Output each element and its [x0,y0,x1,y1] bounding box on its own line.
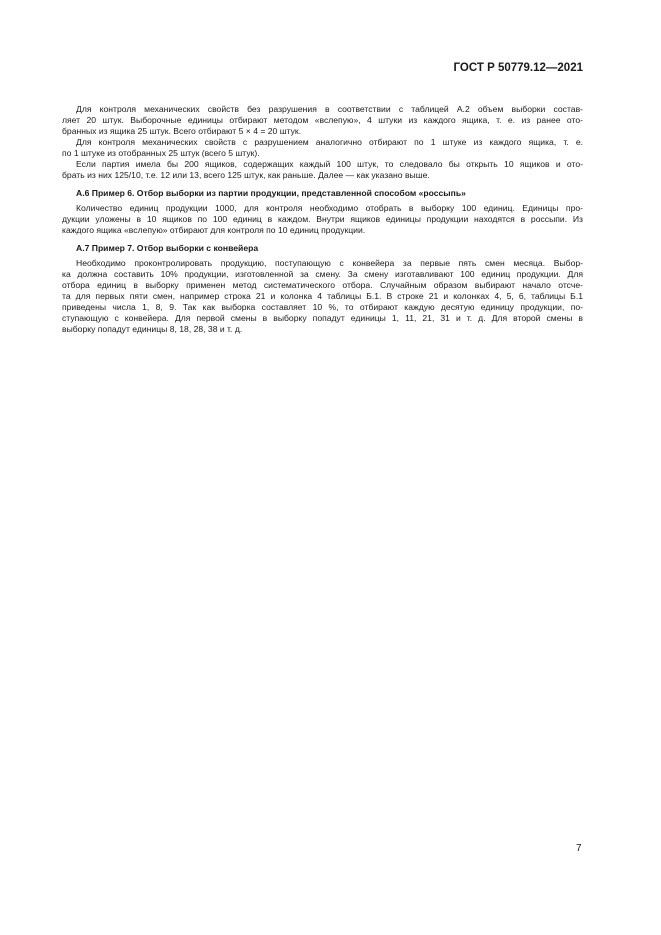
text-line: выборку попадут единицы 8, 18, 28, 38 и т. д. [62,324,243,334]
paragraph [62,137,583,159]
text-line: Для контроля механических свойств без разрушения в соответствии с таблицей А.2 объем выборки состав- [76,104,583,114]
text-line: бранных из ящика 25 штук. Всего отбирают 5 × 4 = 20 штук. [62,126,302,136]
text-line: ляет 20 штук. Выборочные единицы отбирают методом «вслепую», 4 штуки из каждого ящика, т. е. из ранее ото- [62,115,583,125]
text-line: ступающую с конвейера. Для первой смены в выборку попадут единицы 1, 11, 21, 31 и т. д. Для второй смены в [62,313,583,323]
text-line: брать из них 125/10, т.е. 12 или 13, всего 125 штук, как раньше. Далее — как указано выше. [62,170,430,180]
text-line: та для первых пяти смен, например строка 21 и колонка 4 таблицы Б.1. В строке 21 и колонках 4, 5, 6, таблицы Б.1 [62,291,583,301]
text-line: дукции уложены в 10 ящиков по 100 единиц в каждом. Внутри ящиков единицы продукции находятся в россыпи. Из [62,214,583,224]
document-body [62,104,583,335]
text-line: Необходимо проконтролировать продукцию, поступающую с конвейера за первые пять смен месяца. Выбор- [76,258,583,268]
text-line: каждого ящика «вслепую» отбирают для контроля по 10 единиц продукции. [62,225,366,235]
text-line: Количество единиц продукции 1000, для контроля необходимо отобрать в выборку 100 единиц. Единицы про- [76,203,583,213]
section-heading: А.6 Пример 6. Отбор выборки из партии продукции, представленной способом «россыпь» [76,188,466,198]
paragraph [62,203,583,236]
text-line: приведены числа 1, 8, 9. Так как выборка составляет 10 %, то отбирают каждую десятую единицу продукции, по- [62,302,583,312]
text-line: Для контроля механических свойств с разрушением аналогично отбирают по 1 штуке из каждого ящика, т. е. [76,137,583,147]
text-line: Если партия имела бы 200 ящиков, содержащих каждый 100 штук, то следовало бы открыть 10 ящиков и ото- [76,159,583,169]
paragraph [62,159,583,181]
text-line: по 1 штуке из отобранных 25 штук (всего 5 штук). [62,148,260,158]
document-header-id: ГОСТ Р 50779.12—2021 [453,62,583,74]
paragraph [62,104,583,137]
section-heading: А.7 Пример 7. Отбор выборки с конвейера [76,243,259,253]
text-line: отбора единиц в выборку применен метод систематического отбора. Случайным образом выбирают начало отсче- [62,280,583,290]
page-number: 7 [576,843,582,854]
paragraph [62,258,583,335]
text-line: ка должна составить 10% продукции, изготовленной за смену. За смену изготавливают 100 единиц продукции. Для [62,269,583,279]
